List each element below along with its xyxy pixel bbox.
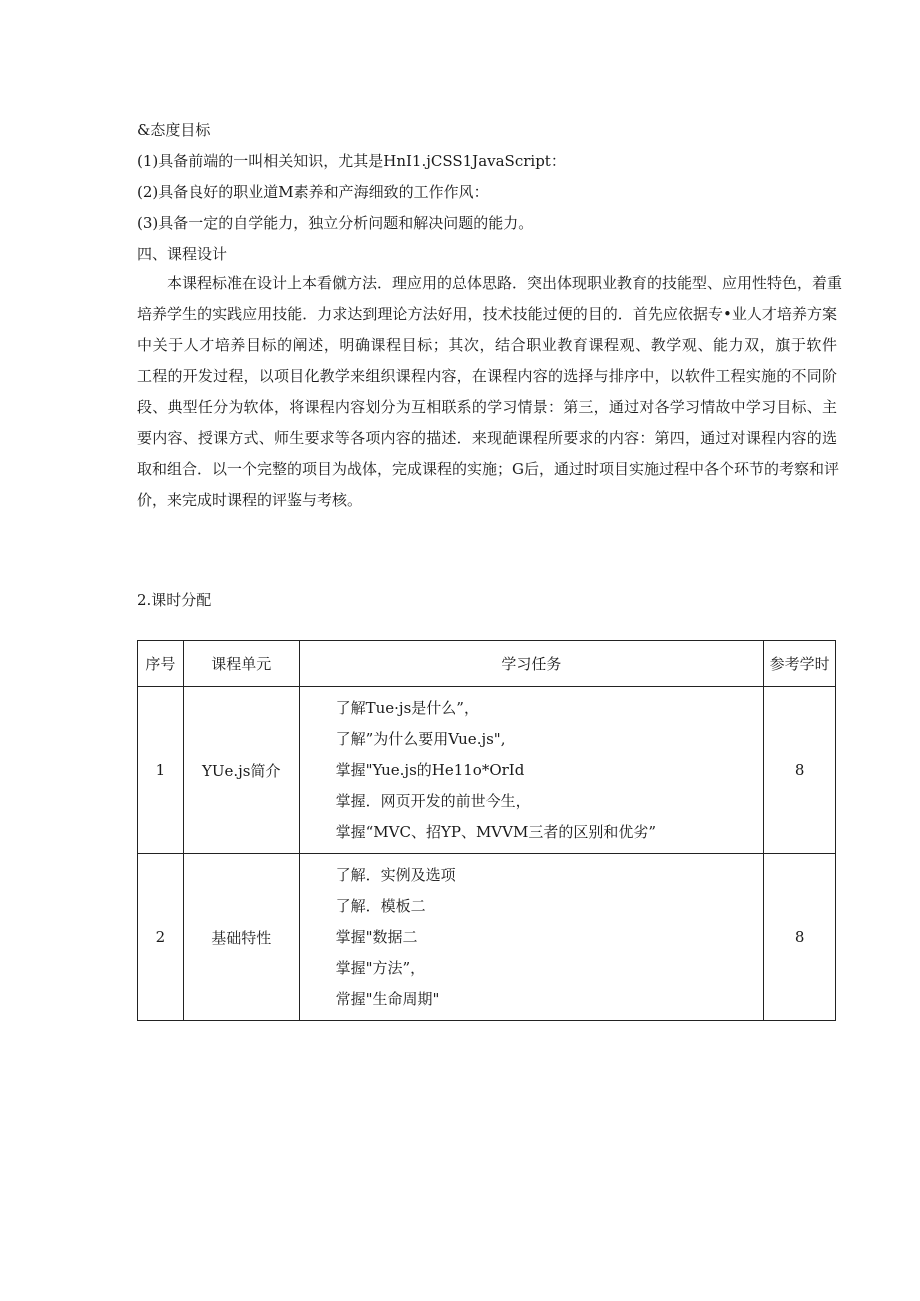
row-no: 1 — [138, 687, 184, 854]
table-header-row — [138, 641, 836, 687]
task-item: 掌握"方法”， — [335, 958, 426, 977]
attitude-goals-heading: &态度目标 — [137, 121, 211, 139]
paragraph-line: 要内容、授课方式、师生要求等各项内容的描述．来现葩课程所要求的内容：第四，通过对课程内容的选 — [137, 429, 837, 447]
row-no: 2 — [138, 854, 184, 1021]
row-hours: 8 — [764, 854, 836, 1021]
task-item: 掌握"Yue.js的He11o*OrId — [335, 760, 525, 779]
row-tasks — [299, 854, 764, 1021]
paragraph-line: 价，来完成时课程的评鉴与考核。 — [137, 491, 363, 509]
task-item: 了解．实例及选项 — [335, 865, 456, 884]
row-unit: YUe.js简介 — [183, 687, 299, 854]
task-item: 了解．模板二 — [335, 896, 426, 915]
header-tasks: 学习任务 — [299, 641, 764, 687]
paragraph-line: 段、典型任分为软体，将课程内容划分为互相联系的学习情景：第三，通过对各学习情故中学习目标、主 — [137, 398, 837, 416]
course-design-heading: 四、课程设计 — [137, 245, 228, 263]
goal-item: (3)具备一定的自学能力，独立分析问题和解决问题的能力。 — [137, 214, 534, 232]
row-hours: 8 — [764, 687, 836, 854]
paragraph-line: 本课程标准在设计上本看僦方法．理应用的总体思路．突出体现职业教育的技能型、应用性特色，着重 — [167, 274, 843, 292]
row-unit: 基础特性 — [183, 854, 299, 1021]
header-unit: 课程单元 — [183, 641, 299, 687]
course-design-paragraph — [137, 268, 843, 516]
hours-allocation-heading: 2.课时分配 — [137, 591, 212, 609]
header-no: 序号 — [138, 641, 184, 687]
row-tasks — [299, 687, 764, 854]
task-item: 了解”为什么要用Vue.js", — [335, 729, 506, 748]
task-item: 掌握．网页开发的前世今生， — [335, 791, 531, 810]
goal-item: (1)具备前端的一叫相关知识，尤其是HnI1.jCSS1JavaScript： — [137, 152, 566, 170]
goal-item: (2)具备良好的职业道M素养和产海细致的工作作风： — [137, 183, 489, 201]
header-hours: 参考学时 — [764, 641, 836, 687]
paragraph-line: 取和组合．以一个完整的项目为战体，完成课程的实施；G后，通过时项目实施过程中各个环节的考察和评 — [137, 460, 839, 478]
task-item: 常握"生命周期" — [335, 989, 440, 1008]
paragraph-line: 培养学生的实践应用技能．力求达到理论方法好用，技术技能过便的目的．首先应依据专•业人才培养方案 — [137, 305, 837, 323]
hours-allocation-table — [137, 640, 836, 1021]
task-item: 掌握"数据二 — [335, 927, 418, 946]
table-row — [138, 687, 836, 854]
task-item: 掌握“MVC、招YP、MVVM三者的区别和优劣” — [335, 822, 656, 841]
task-item: 了解Tue·js是什么”， — [335, 698, 479, 717]
paragraph-line: 中关于人才培养目标的阐述，明确课程目标；其次，结合职业教育课程观、教学观、能力双，旗于软件 — [137, 336, 837, 354]
paragraph-line: 工程的开发过程，以项目化教学来组织课程内容，在课程内容的选择与排序中，以软件工程实施的不同阶 — [137, 367, 837, 385]
table-row — [138, 854, 836, 1021]
